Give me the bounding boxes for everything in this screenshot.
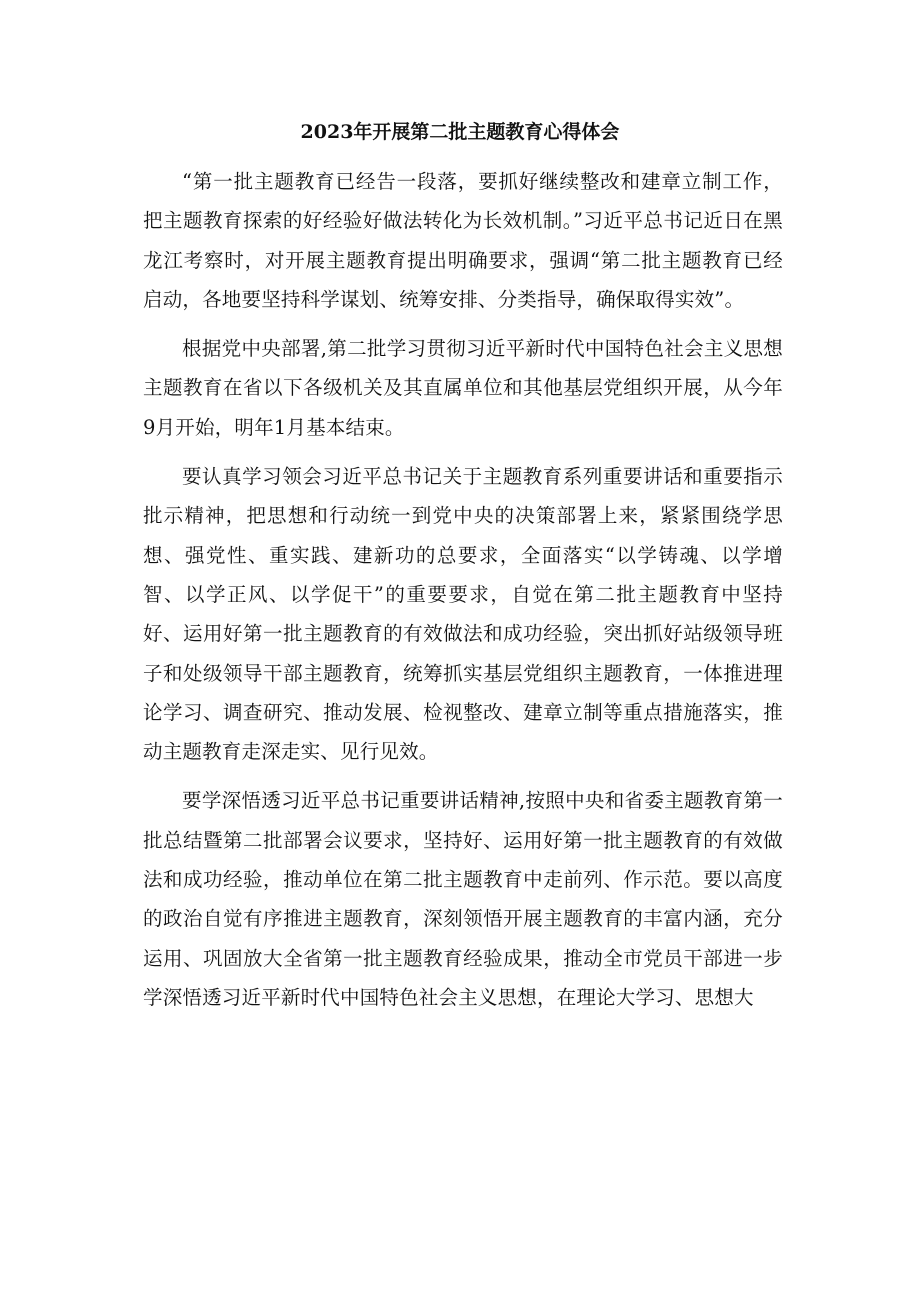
document-body [143,162,783,1017]
paragraph-4: 要学深悟透习近平总书记重要讲话精神,按照中央和省委主题教育第一批总结暨第二批部署会议要求，坚持好、运用好第一批主题教育的有效做法和成功经验，推动单位在第二批主题教育中走前列、作示范。要以高度的政治自觉有序推进主题教育，深刻领悟开展主题教育的丰富内涵，充分运用、巩固放大全省第一批主题教育经验成果，推动全市党员干部进一步学深悟透习近平新时代中国特色社会主义思想，在理论大学习、思想大 [143,789,783,1009]
paragraph-2: 根据党中央部署,第二批学习贯彻习近平新时代中国特色社会主义思想主题教育在省以下各级机关及其直属单位和其他基层党组织开展，从今年9月开始，明年1月基本结束。 [143,337,783,439]
document-title: 2023年开展第二批主题教育心得体会 [300,121,620,143]
paragraph-1: “第一批主题教育已经告一段落，要抓好继续整改和建章立制工作，把主题教育探索的好经验好做法转化为长效机制。”习近平总书记近日在黑龙江考察时，对开展主题教育提出明确要求，强调“第二批主题教育已经启动，各地要坚持科学谋划、统筹安排、分类指导，确保取得实效”。 [143,170,783,311]
paragraph-3: 要认真学习领会习近平总书记关于主题教育系列重要讲话和重要指示批示精神，把思想和行动统一到党中央的决策部署上来，紧紧围绕学思想、强党性、重实践、建新功的总要求，全面落实“以学铸魂、以学增智、以学正风、以学促干”的重要要求，自觉在第二批主题教育中坚持好、运用好第一批主题教育的有效做法和成功经验，突出抓好站级领导班子和处级领导干部主题教育，统筹抓实基层党组织主题教育，一体推进理论学习、调查研究、推动发展、检视整改、建章立制等重点措施落实，推动主题教育走深走实、见行见效。 [143,465,783,764]
